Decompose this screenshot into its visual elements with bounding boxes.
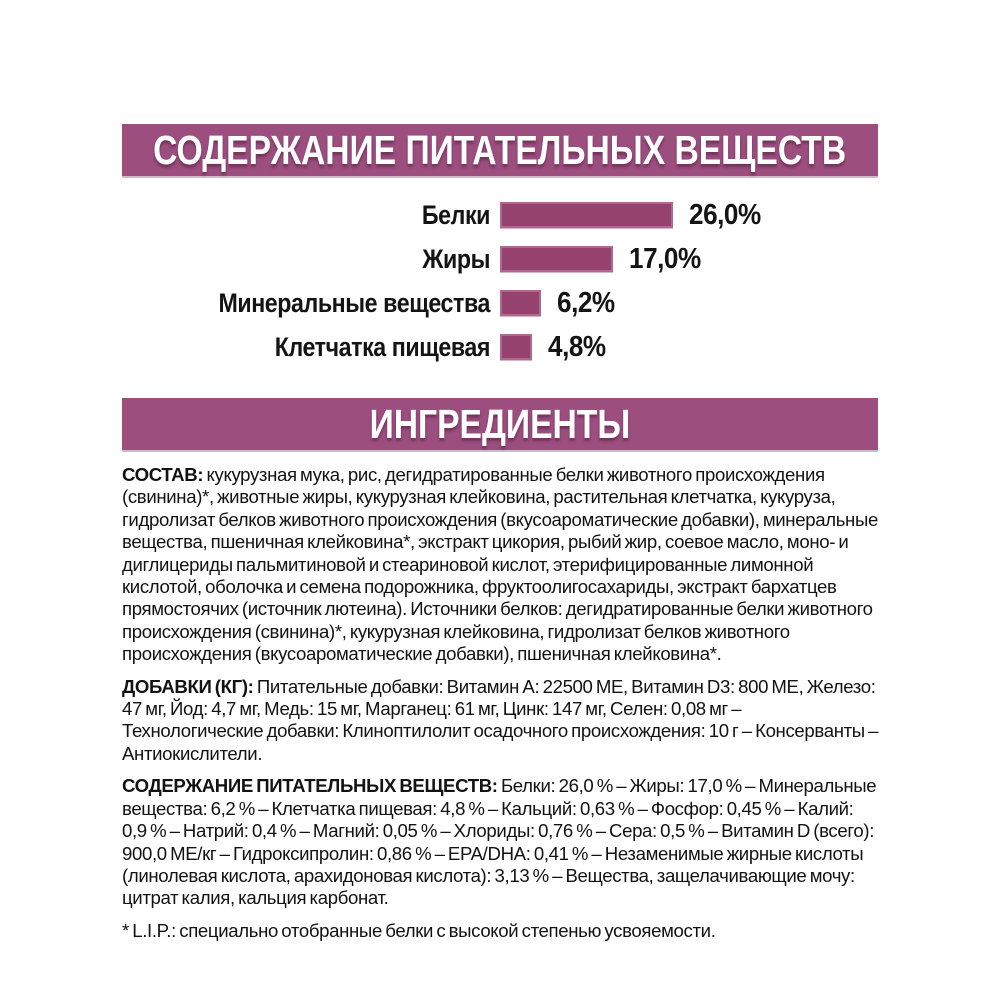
analysis-paragraph bbox=[122, 775, 880, 909]
lip-footnote: * L.I.P.: специально отобранные белки с высокой степенью усвояемости. bbox=[122, 919, 716, 941]
chart-row bbox=[122, 330, 878, 363]
ingredients-text-block bbox=[122, 464, 880, 952]
chart-row bbox=[122, 286, 878, 319]
composition-text: кукурузная мука, рис, дегидратированные белки животного происхождения (свинина)*, животные жиры, кукурузная клейковина, растительная клетчатка, кукуруза, гидролизат белков животного происхождения (вкусоароматические добавки), минеральные вещества, пшеничная клейковина*, экстракт цикория, рыбий жир, соевое масло, моно- и диглицериды пальмитиновой и стеариновой кислот, этерифицированные лимонной кислотой, оболочка и семена подорожника, фруктоолигосахариды, экстракт бархатцев прямостоячих (источник лютеина). Источники белков: дегидратированные белки животного происхождения (свинина)*, кукурузная клейковина, гидролизат белков животного происхождения (вкусоароматические добавки), пшеничная клейковина*. bbox=[122, 464, 878, 665]
ingredients-banner-title: ИНГРЕДИЕНТЫ bbox=[369, 400, 631, 447]
chart-value-label: 4,8% bbox=[547, 330, 606, 363]
chart-bar bbox=[500, 334, 532, 360]
analysis-text: Белки: 26,0 % – Жиры: 17,0 % – Минеральные вещества: 6,2 % – Клетчатка пищевая: 4,8 % – Кальций: 0,63 % – Фосфор: 0,45 % – Калий: 0,9 % – Натрий: 0,4 % – Магний: 0,05 % – Хлориды: 0,76 % – Сера: 0,5 % – Витамин D (всего): 900,0 МЕ/кг – Гидроксипролин: 0,86 % – EPA/DHA: 0,41 % – Незаменимые жирные кислоты (линолевая кислота, арахидоновая кислота): 3,13 % – Вещества, защелачивающие мочу: цитрат калия, кальция карбонат. bbox=[122, 775, 877, 909]
chart-category-label: Минеральные вещества bbox=[218, 287, 490, 318]
chart-value-label: 6,2% bbox=[557, 286, 615, 319]
nutrients-banner-title: СОДЕРЖАНИЕ ПИТАТЕЛЬНЫХ ВЕЩЕСТВ bbox=[153, 126, 847, 173]
chart-category-label: Жиры bbox=[422, 243, 490, 274]
additives-text: Питательные добавки: Витамин A: 22500 МЕ, Витамин D3: 800 МЕ, Железо: 47 мг, Йод: 4,7 мг, Медь: 15 мг, Марганец: 61 мг, Цинк: 147 мг, Селен: 0,08 мг – Технологические добавки: Клиноптилолит осадочного происхождения: 10 г – Консерванты – Антиокислители. bbox=[122, 675, 879, 764]
chart-bar bbox=[500, 290, 541, 316]
analysis-label: СОДЕРЖАНИЕ ПИТАТЕЛЬНЫХ ВЕЩЕСТВ: bbox=[122, 775, 498, 797]
ingredients-banner bbox=[122, 398, 878, 450]
chart-value-label: 17,0% bbox=[629, 242, 701, 275]
chart-bar bbox=[500, 246, 613, 272]
additives-paragraph bbox=[122, 676, 880, 766]
chart-row bbox=[122, 242, 878, 275]
additives-label: ДОБАВКИ (КГ): bbox=[122, 675, 254, 697]
composition-label: СОСТАВ: bbox=[122, 464, 204, 485]
nutrient-bar-chart bbox=[122, 198, 878, 378]
chart-row bbox=[122, 198, 878, 231]
chart-bar bbox=[500, 202, 673, 228]
chart-category-label: Белки bbox=[421, 199, 490, 230]
composition-paragraph bbox=[122, 464, 880, 666]
chart-category-label: Клетчатка пищевая bbox=[274, 331, 490, 362]
chart-value-label: 26,0% bbox=[688, 198, 761, 231]
nutrients-banner bbox=[122, 124, 878, 176]
